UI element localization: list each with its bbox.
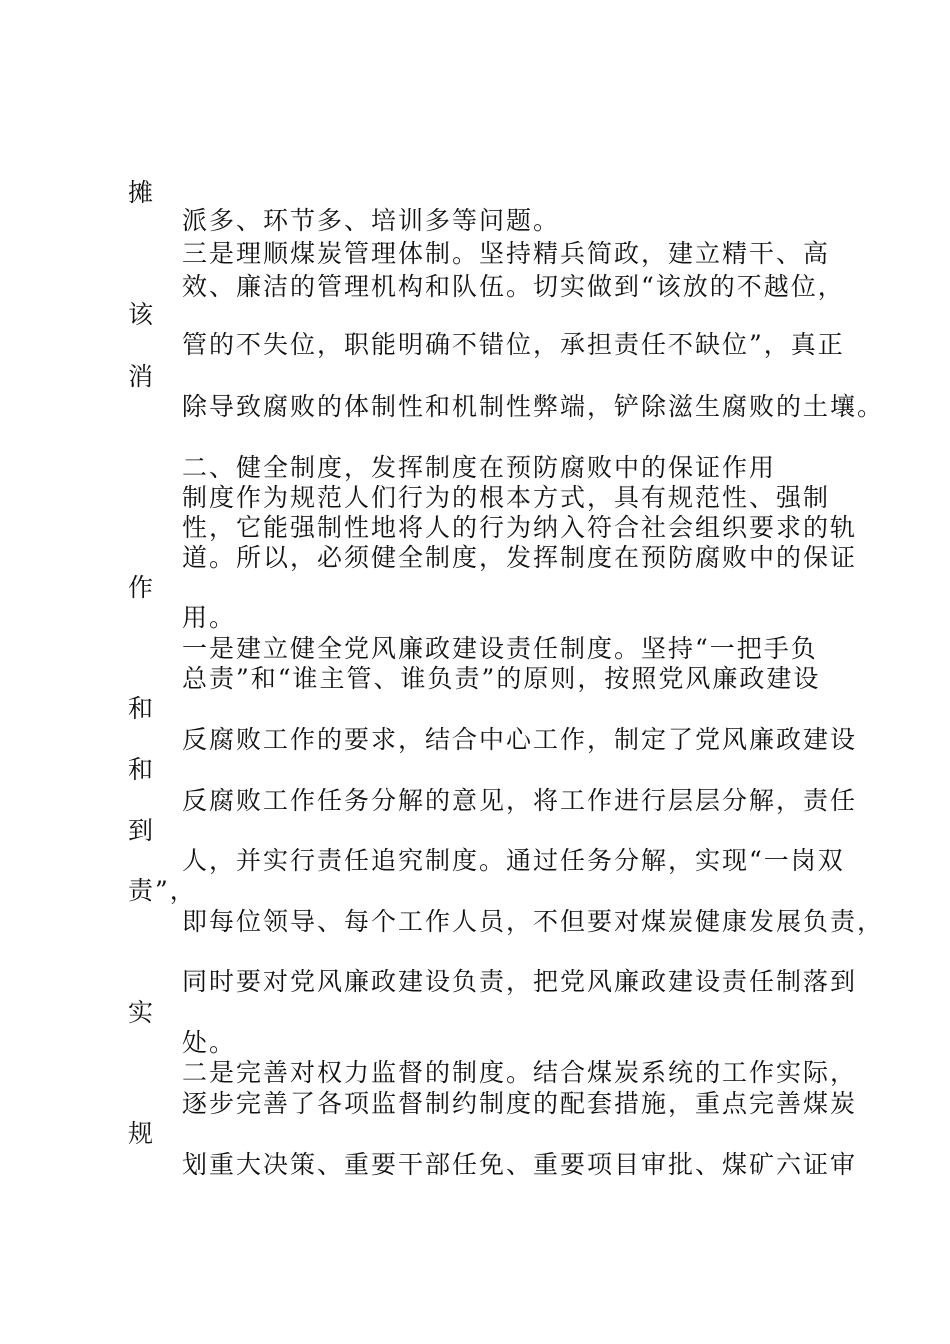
text-line: 消 xyxy=(128,362,156,391)
text-line: 反腐败工作的要求，结合中心工作，制定了党风廉政建设 xyxy=(182,725,858,754)
text-line: 该 xyxy=(128,300,156,329)
text-line: 和 xyxy=(128,694,156,723)
text-line: 性，它能强制性地将人的行为纳入符合社会组织要求的轨 xyxy=(182,513,858,542)
text-line: 效、廉洁的管理机构和队伍。切实做到“该放的不越位， xyxy=(182,272,845,301)
text-line: 人，并实行责任追究制度。通过任务分解，实现“一岗双 xyxy=(182,846,845,875)
text-line: 总责”和“谁主管、谁负责”的原则，按照党风廉政建设 xyxy=(182,664,821,693)
text-line: 和 xyxy=(128,755,156,784)
text-line: 作 xyxy=(128,573,156,602)
text-line: 即每位领导、每个工作人员，不但要对煤炭健康发展负责， xyxy=(182,907,885,936)
text-line: 三是理顺煤炭管理体制。坚持精兵简政，建立精干、高 xyxy=(182,239,831,268)
text-line: 用。 xyxy=(182,603,237,632)
text-line: 划重大决策、重要干部任免、重要项目审批、煤矿六证审 xyxy=(182,1150,858,1179)
text-line: 同时要对党风廉政建设负责，把党风廉政建设责任制落到 xyxy=(182,967,858,996)
text-line: 除导致腐败的体制性和机制性弊端，铲除滋生腐败的土壤。 xyxy=(182,392,885,421)
text-line: 派多、环节多、培训多等问题。 xyxy=(182,206,561,235)
text-line: 制度作为规范人们行为的根本方式，具有规范性、强制 xyxy=(182,483,831,512)
text-line: 实 xyxy=(128,998,156,1027)
text-line: 道。所以，必须健全制度，发挥制度在预防腐败中的保证 xyxy=(182,543,858,572)
text-line: 规 xyxy=(128,1119,156,1148)
text-line: 二是完善对权力监督的制度。结合煤炭系统的工作实际， xyxy=(182,1058,858,1087)
text-line: 责”， xyxy=(128,876,197,905)
text-line: 管的不失位，职能明确不错位，承担责任不缺位”，真正 xyxy=(182,330,845,359)
text-line: 摊 xyxy=(128,178,156,207)
text-line: 反腐败工作任务分解的意见，将工作进行层层分解，责任 xyxy=(182,786,858,815)
text-line: 处。 xyxy=(182,1028,237,1057)
text-line: 逐步完善了各项监督制约制度的配套措施，重点完善煤炭 xyxy=(182,1089,858,1118)
text-line: 一是建立健全党风廉政建设责任制度。坚持“一把手负 xyxy=(182,634,818,663)
text-line: 到 xyxy=(128,816,156,845)
text-line: 二、健全制度，发挥制度在预防腐败中的保证作用 xyxy=(182,453,777,482)
